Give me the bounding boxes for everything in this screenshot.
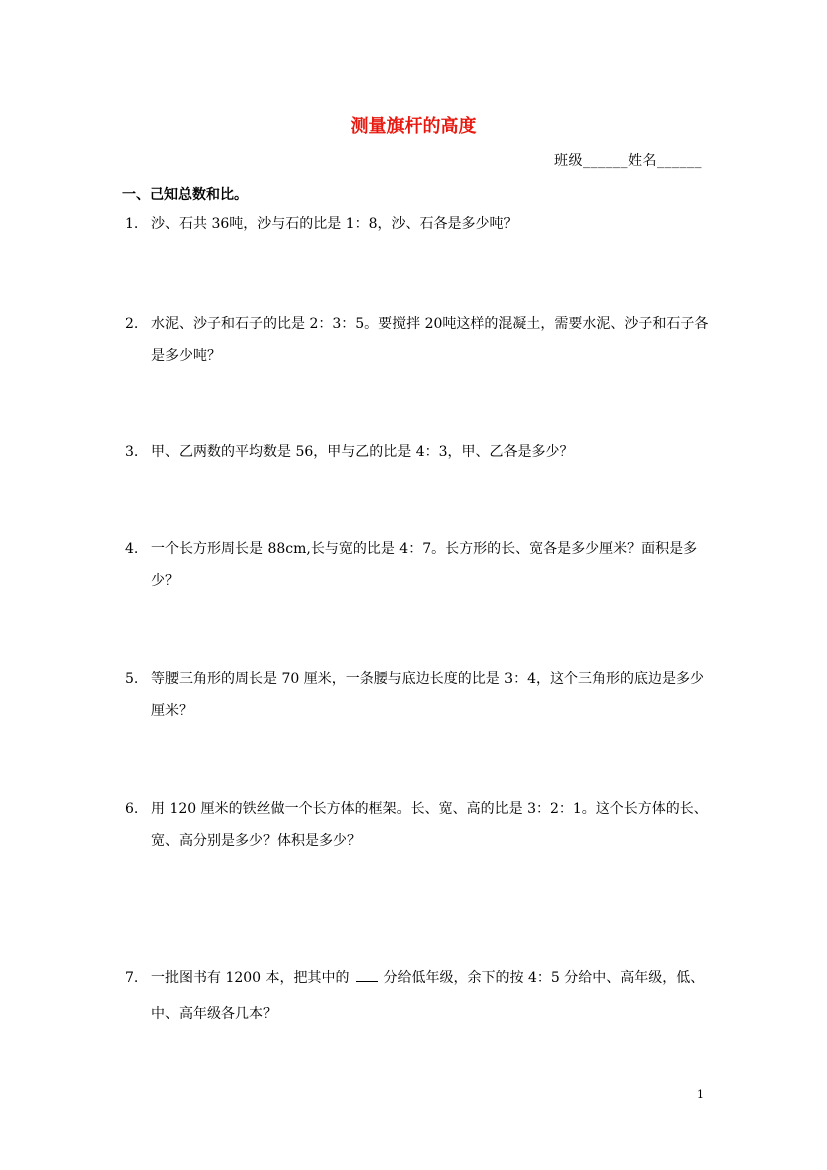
question-number: 1.	[125, 216, 139, 232]
question-number: 7.	[125, 970, 139, 986]
question-text: 用 120 厘米的铁丝做一个长方体的框架。长、宽、高的比是 3：2：1。这个长方体的长、宽、高分别是多少？体积是多少？	[151, 801, 708, 849]
question-number: 4.	[125, 541, 139, 557]
question-3	[125, 436, 715, 468]
question-5	[125, 663, 715, 727]
question-4	[125, 533, 715, 597]
question-number: 6.	[125, 801, 139, 817]
question-2	[125, 308, 715, 372]
question-text-after: 分给低年级，余下的按 4：5 分给中、高年级，低、中、高年级各几本？	[151, 970, 705, 1022]
question-text: 水泥、沙子和石子的比是 2：3：5。要搅拌 20吨这样的混凝土，需要水泥、沙子和石子各是多少吨？	[151, 316, 709, 364]
question-7	[125, 960, 715, 1032]
question-text-before: 一批图书有 1200 本，把其中的	[151, 970, 350, 986]
class-name-line: 班级______姓名______	[554, 153, 702, 169]
page-number: 1	[697, 1088, 704, 1101]
page-title: 测量旗杆的高度	[350, 116, 477, 137]
question-number: 2.	[125, 316, 139, 332]
question-text	[151, 960, 715, 1032]
fraction-blank	[356, 969, 378, 982]
question-text: 沙、石共 36吨，沙与石的比是 1：8，沙、石各是多少吨？	[151, 216, 518, 232]
question-1	[125, 208, 715, 240]
question-number: 3.	[125, 444, 139, 460]
question-text: 一个长方形周长是 88cm,长与宽的比是 4：7。长方形的长、宽各是多少厘米？面积是多少？	[151, 541, 698, 589]
question-number: 5.	[125, 671, 139, 687]
section-heading: 一、己知总数和比。	[122, 187, 248, 203]
question-6	[125, 793, 715, 857]
question-text: 甲、乙两数的平均数是 56，甲与乙的比是 4：3，甲、乙各是多少？	[151, 444, 574, 460]
question-text: 等腰三角形的周长是 70 厘米，一条腰与底边长度的比是 3：4，这个三角形的底边是多少厘米？	[151, 671, 704, 719]
